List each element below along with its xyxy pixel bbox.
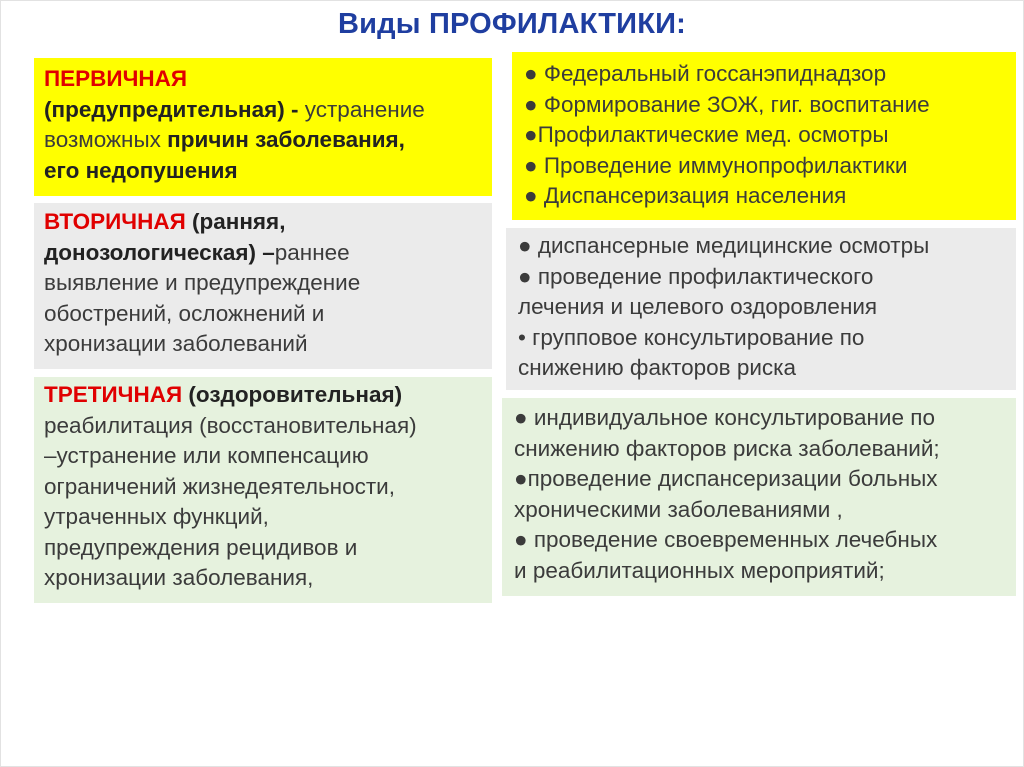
primary-measures-box: [512, 52, 1016, 220]
primary-bold-text: причин заболевания,: [167, 127, 405, 152]
tertiary-measure-item: снижению факторов риска заболеваний;: [514, 435, 940, 461]
secondary-subheading: (ранняя,: [185, 209, 286, 234]
tertiary-text: ограничений жизнедеятельности,: [44, 473, 395, 499]
slide-title: Виды ПРОФИЛАКТИКИ:: [337, 8, 687, 40]
primary-measure-item: ● Формирование ЗОЖ, гиг. воспитание: [524, 91, 930, 117]
secondary-measure-item: ● проведение профилактического: [518, 263, 874, 289]
primary-measure-item: ● Проведение иммунопрофилактики: [524, 152, 908, 178]
tertiary-measure-item: ● индивидуальное консультирование по: [514, 405, 935, 430]
tertiary-text: предупреждения рецидивов и: [44, 534, 358, 560]
secondary-measure-item: • групповое консультирование по: [518, 324, 865, 350]
secondary-text: хронизации заболеваний: [44, 331, 308, 356]
primary-text: устранение: [298, 96, 425, 122]
tertiary-text: хронизации заболевания,: [44, 565, 314, 590]
secondary-prevention-box: [34, 203, 492, 369]
primary-text: возможных: [44, 127, 168, 152]
tertiary-measure-item: ●проведение диспансеризации больных: [514, 466, 938, 491]
tertiary-measure-item: и реабилитационных мероприятий;: [514, 557, 885, 583]
secondary-heading: ВТОРИЧНАЯ: [44, 209, 186, 234]
tertiary-prevention-box: [34, 377, 492, 603]
primary-prevention-box: [34, 58, 492, 196]
secondary-measure-item: снижению факторов риска: [518, 355, 797, 380]
secondary-text: раннее: [274, 239, 350, 265]
tertiary-measure-item: хроническими заболеваниями ,: [514, 496, 843, 522]
secondary-measures-box: [506, 228, 1016, 390]
tertiary-measure-item: ● проведение своевременных лечебных: [514, 527, 938, 552]
primary-bold-text: его недопушения: [44, 157, 238, 183]
tertiary-text: –устранение или компенсацию: [44, 443, 369, 468]
tertiary-text: утраченных функций,: [44, 504, 269, 529]
primary-subheading: (предупредительная) -: [44, 96, 299, 122]
primary-measure-item: ●Профилактические мед. осмотры: [524, 122, 889, 147]
tertiary-text: реабилитация (восстановительная): [44, 412, 417, 438]
secondary-measure-item: ● диспансерные медицинские осмотры: [518, 233, 930, 258]
primary-measure-item: ● Федеральный госсанэпиднадзор: [524, 61, 887, 86]
secondary-text: обострений, осложнений и: [44, 300, 325, 326]
secondary-measure-item: лечения и целевого оздоровления: [518, 294, 878, 319]
tertiary-heading: ТРЕТИЧНАЯ: [44, 382, 183, 407]
tertiary-measures-box: [502, 398, 1016, 596]
primary-heading: ПЕРВИЧНАЯ: [44, 66, 188, 91]
secondary-subheading: донозологическая) –: [44, 239, 275, 265]
secondary-text: выявление и предупреждение: [44, 270, 361, 295]
primary-measure-item: ● Диспансеризация населения: [524, 183, 847, 208]
tertiary-subheading: (оздоровительная): [182, 382, 403, 407]
